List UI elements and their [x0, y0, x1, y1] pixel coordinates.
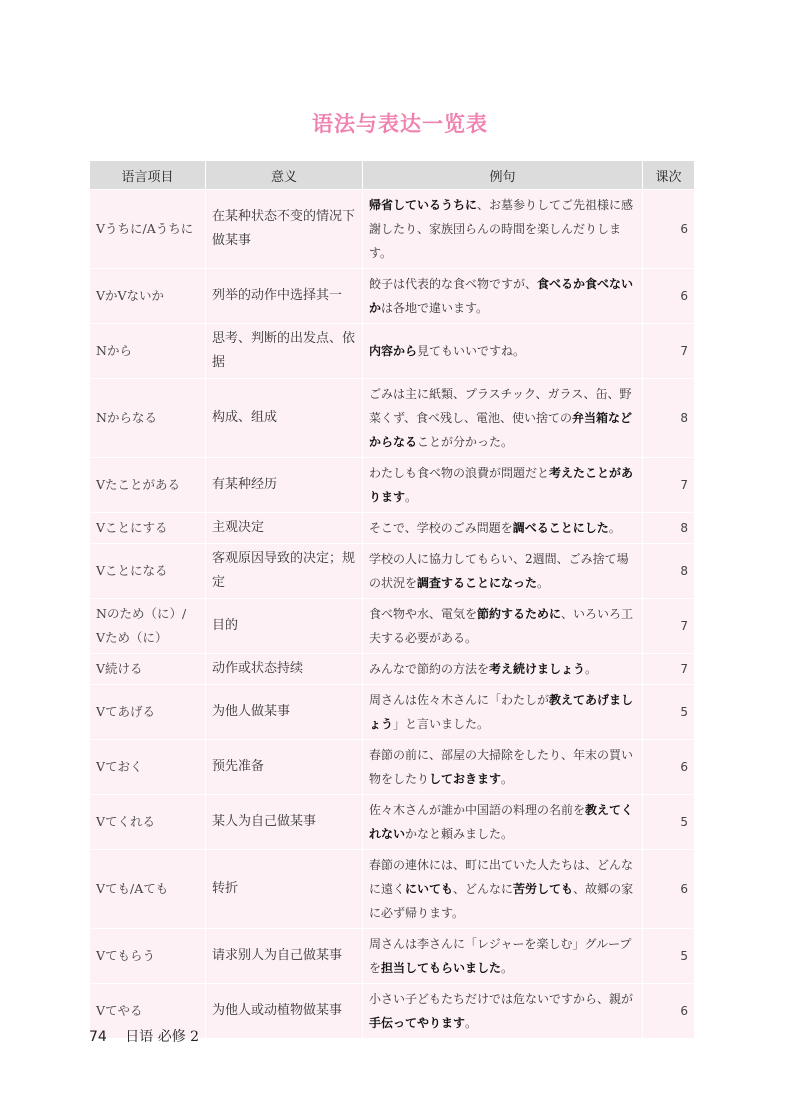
- highlighted-grammar: 考え続けましょう: [489, 662, 586, 676]
- example-sentence: [363, 544, 643, 599]
- grammar-item: Vてもらう: [90, 929, 206, 984]
- grammar-item: Vておく: [90, 740, 206, 795]
- table-row: [90, 379, 695, 458]
- grammar-meaning: 构成、组成: [206, 379, 363, 458]
- grammar-meaning: 客观原因导致的决定；规定: [206, 544, 363, 599]
- example-text: 小さい子どもたちだけでは危ないですから、親が: [369, 992, 634, 1006]
- highlighted-grammar: しておきます: [429, 772, 502, 786]
- example-text: 食べ物や水、電気を: [369, 607, 478, 621]
- lesson-number: 5: [643, 929, 695, 984]
- table-row: [90, 544, 695, 599]
- grammar-meaning: 为他人做某事: [206, 685, 363, 740]
- example-text: そこで、学校のごみ問題を: [369, 521, 513, 535]
- grammar-item: Vたことがある: [90, 458, 206, 513]
- example-sentence: [363, 795, 643, 850]
- header-item: 语言项目: [90, 161, 206, 190]
- highlighted-grammar: 教えてくれない: [369, 803, 634, 841]
- example-text: 、お墓参りしてご先祖様に感謝したり、家族団らんの時間を楽しんだりします。: [369, 198, 634, 260]
- table-row: [90, 654, 695, 685]
- example-sentence: [363, 740, 643, 795]
- table-row: [90, 458, 695, 513]
- header-lesson: 课次: [643, 161, 695, 190]
- grammar-table: [89, 160, 695, 1039]
- example-sentence: [363, 513, 643, 544]
- grammar-item: Vてあげる: [90, 685, 206, 740]
- example-text: 。: [537, 576, 550, 590]
- example-text: 、どんなに: [453, 882, 514, 896]
- example-text: ごみは主に紙類、プラスチック、ガラス、缶、野菜くず、食べ残し、電池、使い捨ての: [369, 387, 632, 425]
- example-text: わたしも食べ物の浪費が問題だと: [369, 466, 550, 480]
- grammar-meaning: 主观决定: [206, 513, 363, 544]
- table-row: [90, 513, 695, 544]
- example-text: 学校の人に協力してもらい、2週間、ごみ捨て場の状況を: [369, 552, 629, 590]
- grammar-meaning: 有某种经历: [206, 458, 363, 513]
- example-sentence: [363, 190, 643, 269]
- lesson-number: 5: [643, 685, 695, 740]
- example-text: 、いろいろ工夫する必要がある。: [369, 607, 634, 645]
- grammar-item: Vことにする: [90, 513, 206, 544]
- highlighted-grammar: 考えたことがあります: [369, 466, 634, 504]
- example-text: 周さんは佐々木さんに「わたしが: [369, 693, 550, 707]
- lesson-number: 8: [643, 513, 695, 544]
- grammar-item: Nから: [90, 324, 206, 379]
- highlighted-grammar: 食べるか食べないか: [369, 277, 634, 315]
- example-sentence: [363, 685, 643, 740]
- table-row: [90, 599, 695, 654]
- example-sentence: [363, 654, 643, 685]
- book-title: 日语 必修 2: [125, 1029, 200, 1045]
- example-text: 春節の前に、部屋の大掃除をしたり、年末の買い物をしたり: [369, 748, 634, 786]
- lesson-number: 7: [643, 599, 695, 654]
- highlighted-grammar: にいても: [405, 882, 454, 896]
- grammar-meaning: 请求别人为自己做某事: [206, 929, 363, 984]
- grammar-meaning: 某人为自己做某事: [206, 795, 363, 850]
- page-number: 74: [89, 1029, 107, 1045]
- grammar-meaning: 思考、判断的出发点、依据: [206, 324, 363, 379]
- example-text: 」と言いました。: [393, 717, 490, 731]
- example-sentence: [363, 929, 643, 984]
- highlighted-grammar: 調べることにした: [512, 521, 609, 535]
- example-sentence: [363, 379, 643, 458]
- header-meaning: 意义: [206, 161, 363, 190]
- example-text: 。: [465, 1016, 478, 1030]
- lesson-number: 6: [643, 190, 695, 269]
- example-text: 。: [405, 490, 418, 504]
- page-title: 语法与表达一览表: [312, 112, 488, 136]
- grammar-item: Nのため（に）/ Vため（に）: [90, 599, 206, 654]
- example-text: 。: [501, 961, 514, 975]
- grammar-item: Vてくれる: [90, 795, 206, 850]
- grammar-item: Nからなる: [90, 379, 206, 458]
- example-text: 、故郷の家に必ず帰ります。: [369, 882, 634, 920]
- page-footer: [89, 1026, 199, 1046]
- example-sentence: [363, 269, 643, 324]
- grammar-item: VかVないか: [90, 269, 206, 324]
- highlighted-grammar: 苦労しても: [513, 882, 574, 896]
- highlighted-grammar: 帰省しているうちに: [369, 198, 478, 212]
- table-row: [90, 324, 695, 379]
- example-text: 佐々木さんが誰か中国語の料理の名前を: [369, 803, 586, 817]
- example-text: 餃子は代表的な食べ物ですが、: [369, 277, 538, 291]
- grammar-meaning: 列举的动作中选择其一: [206, 269, 363, 324]
- table-row: [90, 190, 695, 269]
- grammar-meaning: 在某种状态不变的情况下做某事: [206, 190, 363, 269]
- lesson-number: 6: [643, 269, 695, 324]
- grammar-meaning: 为他人或动植物做某事: [206, 984, 363, 1039]
- example-text: 。: [585, 662, 598, 676]
- example-text: かなと頼みました。: [405, 827, 514, 841]
- lesson-number: 7: [643, 654, 695, 685]
- lesson-number: 8: [643, 544, 695, 599]
- highlighted-grammar: 弁当箱などからなる: [369, 411, 633, 449]
- lesson-number: 8: [643, 379, 695, 458]
- example-text: 見てもいいですね。: [417, 344, 526, 358]
- example-sentence: [363, 599, 643, 654]
- header-example: 例句: [363, 161, 643, 190]
- example-sentence: [363, 850, 643, 929]
- example-sentence: [363, 324, 643, 379]
- grammar-meaning: 预先准备: [206, 740, 363, 795]
- table-row: [90, 850, 695, 929]
- highlighted-grammar: 内容から: [369, 344, 418, 358]
- table-row: [90, 740, 695, 795]
- lesson-number: 5: [643, 795, 695, 850]
- example-text: ことが分かった。: [417, 435, 514, 449]
- example-sentence: [363, 984, 643, 1039]
- table-row: [90, 795, 695, 850]
- grammar-meaning: 动作或状态持续: [206, 654, 363, 685]
- example-text: は各地で違います。: [381, 301, 489, 315]
- grammar-meaning: 转折: [206, 850, 363, 929]
- lesson-number: 6: [643, 984, 695, 1039]
- grammar-item: V続ける: [90, 654, 206, 685]
- example-text: みんなで節約の方法を: [369, 662, 490, 676]
- highlighted-grammar: 担当してもらいました: [381, 961, 502, 975]
- grammar-item: Vうちに/Aうちに: [90, 190, 206, 269]
- table-row: [90, 929, 695, 984]
- highlighted-grammar: 調査することになった: [417, 576, 538, 590]
- highlighted-grammar: 手伝ってやります: [369, 1016, 466, 1030]
- table-row: [90, 685, 695, 740]
- grammar-item: Vてやる: [90, 984, 206, 1039]
- highlighted-grammar: 節約するために: [477, 607, 562, 621]
- highlighted-grammar: 教えてあげましょう: [369, 693, 634, 731]
- grammar-item: Vても/Aても: [90, 850, 206, 929]
- example-text: 春節の連休には、町に出ていた人たちは、どんなに遠く: [369, 858, 634, 896]
- lesson-number: 7: [643, 458, 695, 513]
- table-header-row: [90, 161, 695, 190]
- lesson-number: 7: [643, 324, 695, 379]
- grammar-meaning: 目的: [206, 599, 363, 654]
- example-text: 。: [501, 772, 514, 786]
- lesson-number: 6: [643, 850, 695, 929]
- grammar-table-body: [90, 190, 695, 1039]
- example-text: 周さんは李さんに「レジャーを楽しむ」グループを: [369, 937, 632, 975]
- table-row: [90, 269, 695, 324]
- lesson-number: 6: [643, 740, 695, 795]
- example-sentence: [363, 458, 643, 513]
- grammar-item: Vことになる: [90, 544, 206, 599]
- example-text: 。: [608, 521, 621, 535]
